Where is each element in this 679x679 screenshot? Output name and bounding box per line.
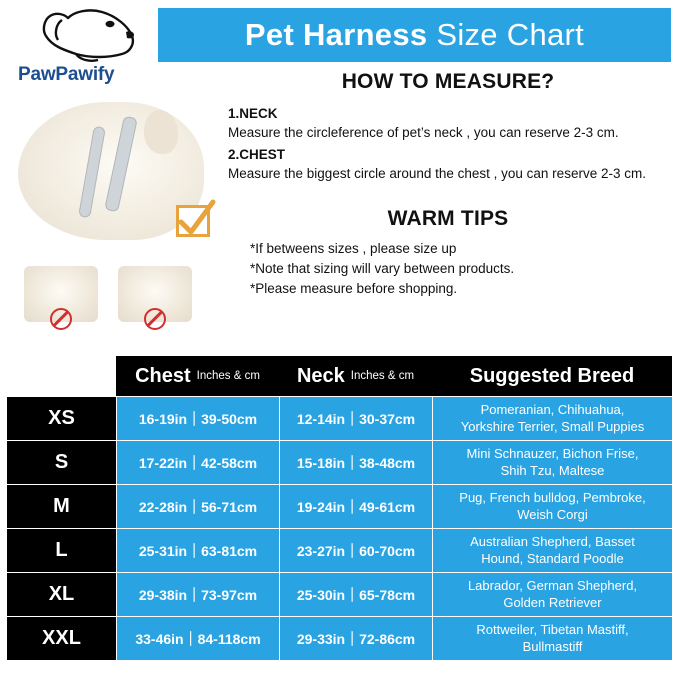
row-breed-line1: Pug, French bulldog, Pembroke,	[459, 490, 646, 506]
row-size: M	[7, 484, 116, 528]
table-row	[7, 528, 672, 572]
table-header-breed	[432, 356, 672, 396]
brand-name: PawPawify	[18, 64, 115, 85]
row-chest: 22-28in｜56-71cm	[116, 484, 279, 528]
warm-tips-title: WARM TIPS	[387, 207, 509, 230]
row-size: XXL	[7, 616, 116, 660]
row-chest: 29-38in｜73-97cm	[116, 572, 279, 616]
prohibited-icon-2	[144, 308, 166, 330]
dog-head-icon	[38, 6, 138, 64]
warm-tip-3: *Please measure before shopping.	[250, 281, 458, 296]
row-breed	[432, 572, 672, 616]
dog-ear-icon	[144, 110, 178, 154]
row-neck: 12-14in｜30-37cm	[279, 396, 432, 440]
row-breed-line1: Pomeranian, Chihuahua,	[480, 402, 625, 418]
table-header-neck-unit: Inches & cm	[350, 370, 415, 382]
size-table	[7, 356, 672, 660]
row-breed-line2: Shih Tzu, Maltese	[500, 462, 605, 478]
row-breed-line1: Mini Schnauzer, Bichon Frise,	[466, 446, 639, 462]
check-icon	[175, 196, 219, 242]
row-breed-line2: Yorkshire Terrier, Small Puppies	[460, 418, 645, 434]
table-row	[7, 396, 672, 440]
table-row	[7, 572, 672, 616]
table-header-neck	[279, 356, 432, 396]
row-size: L	[7, 528, 116, 572]
row-size: XS	[7, 396, 116, 440]
row-chest: 16-19in｜39-50cm	[116, 396, 279, 440]
table-row	[7, 440, 672, 484]
table-header-chest	[116, 356, 279, 396]
measure-item-label-neck: 1.NECK	[228, 106, 278, 121]
table-header-breed-label: Suggested Breed	[469, 364, 635, 387]
row-neck: 19-24in｜49-61cm	[279, 484, 432, 528]
page-title-bold: Pet Harness	[244, 17, 437, 52]
correct-checkbox	[176, 205, 210, 237]
measure-item-text-chest: Measure the biggest circle around the chest , you can reserve 2-3 cm.	[228, 166, 646, 181]
row-breed	[432, 440, 672, 484]
prohibited-icon-1	[50, 308, 72, 330]
table-row	[7, 616, 672, 660]
row-breed-line1: Australian Shepherd, Basset	[470, 534, 635, 550]
row-neck: 29-33in｜72-86cm	[279, 616, 432, 660]
row-size: XL	[7, 572, 116, 616]
warm-tip-1: *If betweens sizes , please size up	[250, 241, 457, 256]
row-breed	[432, 484, 672, 528]
table-header-chest-unit: Inches & cm	[196, 370, 260, 382]
instructions-panel	[228, 70, 668, 296]
row-chest: 17-22in｜42-58cm	[116, 440, 279, 484]
table-row	[7, 484, 672, 528]
row-breed-line2: Hound, Standard Poodle	[481, 550, 624, 566]
warm-tip-2: *Note that sizing will vary between products.	[250, 261, 515, 276]
row-breed	[432, 396, 672, 440]
row-breed-line1: Rottweiler, Tibetan Mastiff,	[476, 622, 629, 638]
measure-item-text-neck: Measure the circleference of pet’s neck , you can reserve 2-3 cm.	[228, 125, 619, 140]
row-breed	[432, 616, 672, 660]
how-to-measure-title: HOW TO MEASURE?	[341, 70, 555, 93]
measure-item-label-chest: 2.CHEST	[228, 147, 286, 162]
row-neck: 23-27in｜60-70cm	[279, 528, 432, 572]
header-banner	[158, 8, 671, 62]
row-chest: 33-46in｜84-118cm	[116, 616, 279, 660]
row-breed-line2: Bullmastiff	[522, 638, 583, 654]
table-header-neck-label: Neck	[296, 364, 345, 387]
brand-logo	[12, 6, 152, 86]
page-title-light: Size Chart	[436, 17, 585, 52]
table-header-size	[7, 356, 116, 396]
row-breed	[432, 528, 672, 572]
row-breed-line2: Weish Corgi	[517, 506, 588, 522]
row-neck: 25-30in｜65-78cm	[279, 572, 432, 616]
row-neck: 15-18in｜38-48cm	[279, 440, 432, 484]
row-breed-line2: Golden Retriever	[503, 594, 602, 610]
row-chest: 25-31in｜63-81cm	[116, 528, 279, 572]
row-size: S	[7, 440, 116, 484]
table-header-row	[7, 356, 672, 396]
page-title	[245, 17, 584, 53]
table-header-chest-label: Chest	[135, 364, 191, 387]
row-breed-line1: Labrador, German Shepherd,	[467, 578, 638, 594]
